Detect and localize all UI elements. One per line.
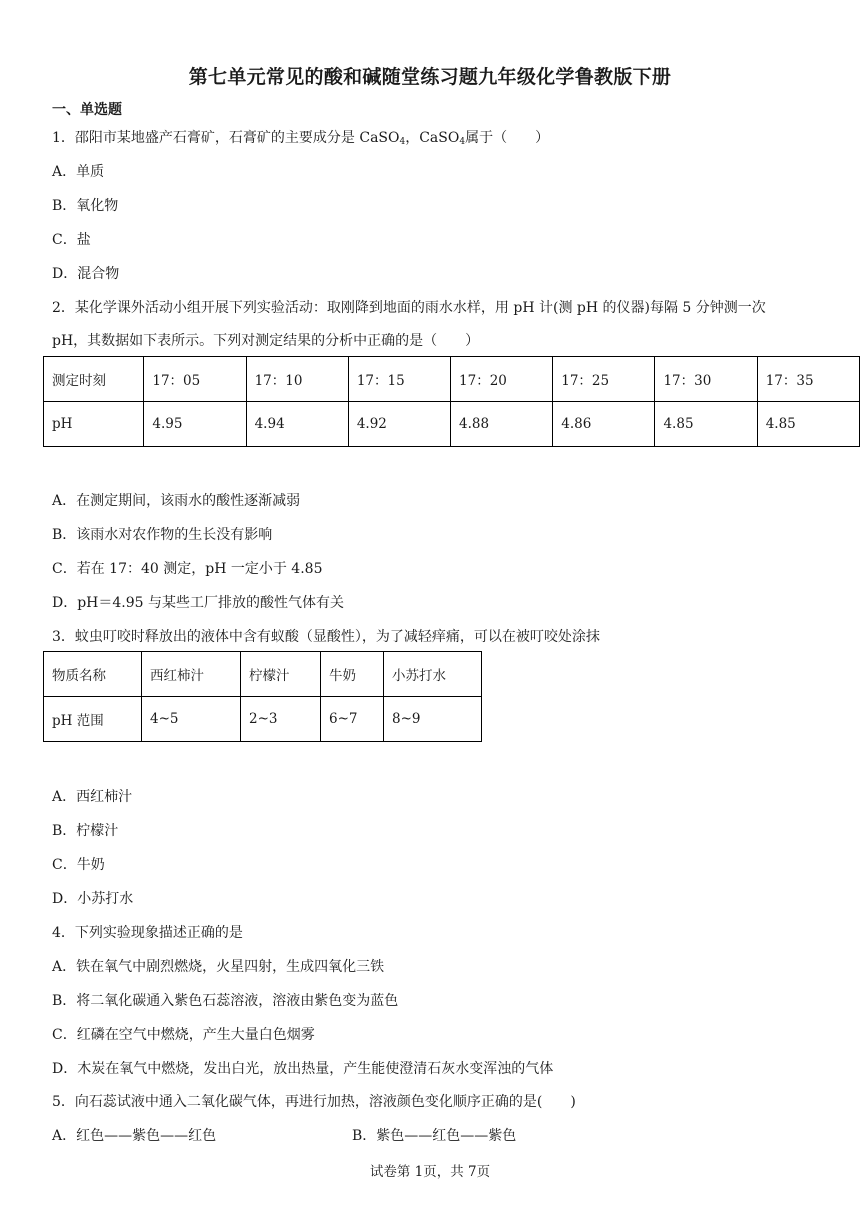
table-cell: 17：30 — [655, 357, 757, 402]
table-cell: 4.86 — [553, 402, 655, 447]
table-cell: 4~5 — [142, 697, 241, 742]
table-cell: 4.85 — [757, 402, 859, 447]
question-2-ph-table — [43, 356, 860, 447]
question-4-option-d[interactable]: D．木炭在氧气中燃烧，发出白光，放出热量，产生能使澄清石灰水变浑浊的气体 — [52, 1061, 554, 1077]
table-cell: 4.92 — [348, 402, 450, 447]
table-row — [44, 402, 860, 447]
question-1-option-d[interactable]: D．混合物 — [52, 266, 120, 282]
question-1-stem-part: 属于（ ） — [465, 130, 550, 146]
table-cell: 4.95 — [144, 402, 246, 447]
table-cell: 17：10 — [246, 357, 348, 402]
table-cell: 测定时刻 — [44, 357, 144, 402]
table-cell: 17：05 — [144, 357, 246, 402]
page-title: 第七单元常见的酸和碱随堂练习题九年级化学鲁教版下册 — [188, 66, 672, 88]
question-1-option-b[interactable]: B．氧化物 — [52, 198, 119, 214]
question-3-option-a[interactable]: A．西红柿汁 — [52, 789, 133, 805]
table-cell: pH 范围 — [44, 697, 142, 742]
question-4-stem: 4．下列实验现象描述正确的是 — [52, 925, 243, 941]
question-1-option-c[interactable]: C．盐 — [52, 232, 91, 248]
table-header-row — [44, 357, 860, 402]
question-3-stem: 3．蚊虫叮咬时释放出的液体中含有蚁酸（显酸性），为了减轻痒痛，可以在被叮咬处涂抹 — [52, 629, 600, 645]
question-3-option-d[interactable]: D．小苏打水 — [52, 891, 134, 907]
table-cell: 物质名称 — [44, 652, 142, 697]
table-cell: 17：20 — [451, 357, 553, 402]
question-5-option-b[interactable]: B．紫色——红色——紫色 — [352, 1128, 517, 1144]
question-3-ph-table — [43, 651, 482, 742]
table-cell: 4.85 — [655, 402, 757, 447]
question-2-option-a[interactable]: A．在测定期间，该雨水的酸性逐渐减弱 — [52, 493, 301, 509]
table-cell: pH — [44, 402, 144, 447]
question-5-stem: 5．向石蕊试液中通入二氧化碳气体，再进行加热，溶液颜色变化顺序正确的是( ) — [52, 1094, 576, 1110]
table-cell: 17：25 — [553, 357, 655, 402]
table-cell: 柠檬汁 — [241, 652, 321, 697]
question-2-option-b[interactable]: B．该雨水对农作物的生长没有影响 — [52, 527, 273, 543]
question-4-option-a[interactable]: A．铁在氧气中剧烈燃烧，火星四射，生成四氧化三铁 — [52, 959, 385, 975]
question-2-option-c[interactable]: C．若在 17：40 测定，pH 一定小于 4.85 — [52, 561, 323, 577]
table-cell: 17：35 — [757, 357, 859, 402]
table-cell: 2~3 — [241, 697, 321, 742]
table-row — [44, 697, 482, 742]
question-5-option-a[interactable]: A．红色——紫色——红色 — [52, 1128, 217, 1144]
question-4-option-b[interactable]: B．将二氧化碳通入紫色石蕊溶液，溶液由紫色变为蓝色 — [52, 993, 399, 1009]
table-cell: 4.88 — [451, 402, 553, 447]
question-4-option-c[interactable]: C．红磷在空气中燃烧，产生大量白色烟雾 — [52, 1027, 315, 1043]
question-2-stem-line-2: pH，其数据如下表所示。下列对测定结果的分析中正确的是（ ） — [52, 333, 480, 349]
table-cell: 17：15 — [348, 357, 450, 402]
table-cell: 4.94 — [246, 402, 348, 447]
subscript: 4 — [459, 137, 466, 147]
question-2-stem-line-1: 2．某化学课外活动小组开展下列实验活动：取刚降到地面的雨水水样，用 pH 计(测 pH 的仪器)每隔 5 分钟测一次 — [52, 300, 766, 316]
table-header-row — [44, 652, 482, 697]
page-footer: 试卷第 1页，共 7页 — [369, 1164, 491, 1180]
table-cell: 8~9 — [384, 697, 482, 742]
question-2-option-d[interactable]: D．pH＝4.95 与某些工厂排放的酸性气体有关 — [52, 595, 345, 611]
table-cell: 西红柿汁 — [142, 652, 241, 697]
section-heading: 一、单选题 — [52, 102, 122, 118]
table-cell: 6~7 — [321, 697, 384, 742]
table-cell: 小苏打水 — [384, 652, 482, 697]
question-3-option-b[interactable]: B．柠檬汁 — [52, 823, 119, 839]
subscript: 4 — [399, 137, 406, 147]
question-3-option-c[interactable]: C．牛奶 — [52, 857, 105, 873]
table-cell: 牛奶 — [321, 652, 384, 697]
question-1-option-a[interactable]: A．单质 — [52, 164, 105, 180]
question-1-stem-part: 1．邵阳市某地盛产石膏矿，石膏矿的主要成分是 CaSO — [52, 130, 400, 146]
question-1-stem-part: ，CaSO — [405, 130, 460, 146]
